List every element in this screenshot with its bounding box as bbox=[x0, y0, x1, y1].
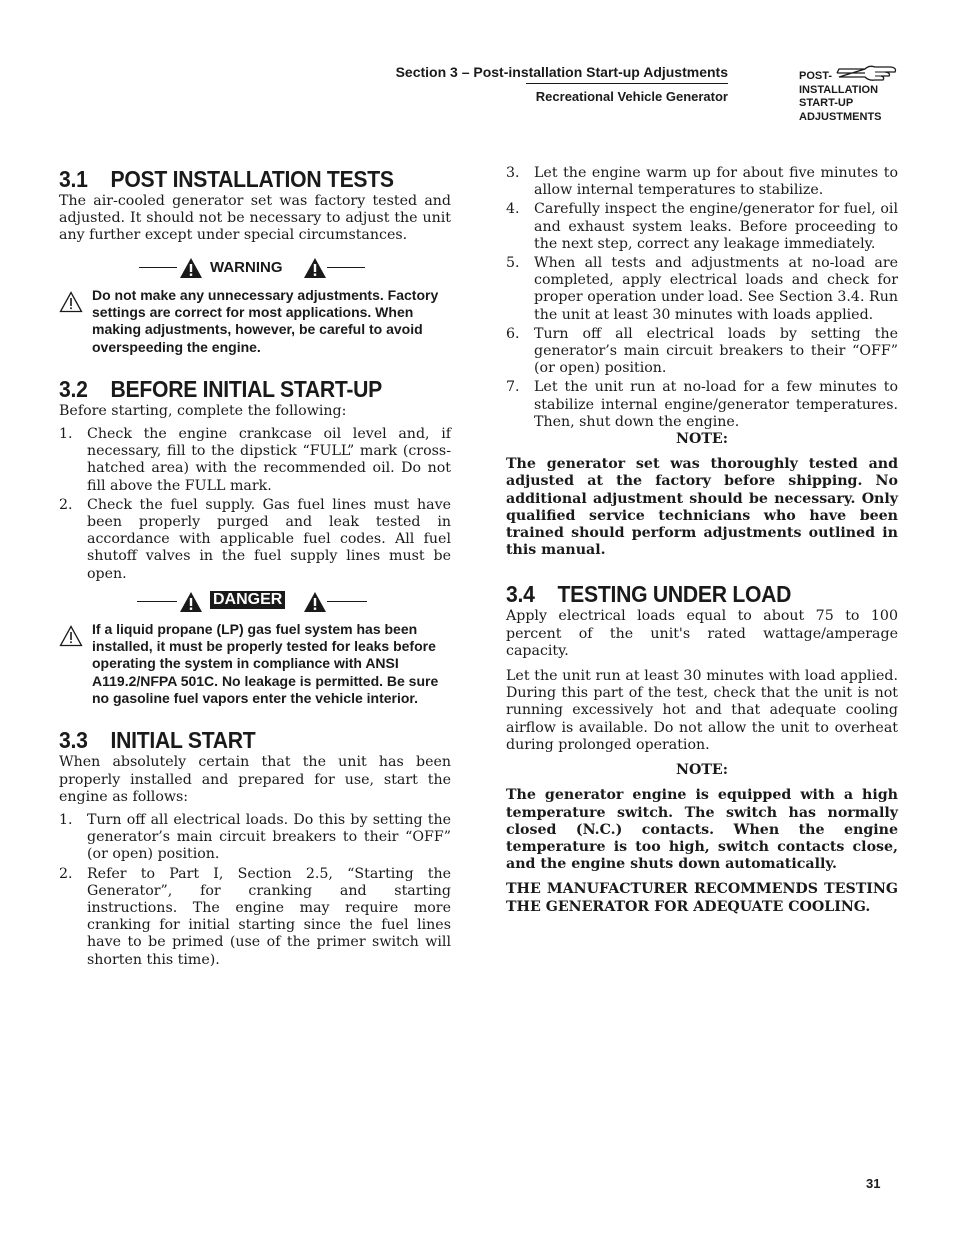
header-rule bbox=[526, 83, 728, 84]
caution-triangle-icon bbox=[59, 625, 83, 647]
danger-message: If a liquid propane (LP) gas fuel system has been installed, it must be properly tested for leaks before operating the system in compliance with ANSI A119.2/NFPA 501C. No leakage is permitted. Be sure no gasoline fuel vapors enter the vehicle interior. bbox=[59, 621, 451, 707]
warning-message: Do not make any unnecessary adjustments. Factory settings are correct for most applications. When making adjustments, however, be careful to avoid overspeeding the engine. bbox=[59, 287, 451, 356]
section-3-4-paragraph-1: Apply electrical loads equal to about 75 to 100 percent of the unit's rated wattage/amperage capacity. bbox=[506, 608, 898, 659]
list-item: 6. Turn off all electrical loads by setting the generator’s main circuit breakers to their “OFF” (or open) position. bbox=[506, 325, 898, 377]
caution-triangle-icon bbox=[59, 291, 83, 313]
note-text: The generator engine is equipped with a high temperature switch. The switch has normally closed (N.C.) contacts. When the engine temperature is too high, switch contacts close, and the engine shuts down automatically. bbox=[506, 787, 898, 873]
section-header-title: Section 3 – Post-installation Start-up Adjustments bbox=[395, 64, 728, 80]
warning-triangle-icon bbox=[179, 257, 203, 279]
note-label: NOTE: bbox=[676, 762, 728, 779]
pointing-hand-icon bbox=[835, 64, 899, 84]
section-3-4-paragraph-2: Let the unit run at least 30 minutes with load applied. During this part of the test, check that the unit is not running excessively hot and that adequate cooling airflow is available. Do not allow the unit to overheat during prolonged operation. bbox=[506, 668, 898, 753]
list-item: 5. When all tests and adjustments at no-load are completed, apply electrical loads and check for proper operation under load. See Section 3.4. Run the unit at least 30 minutes with loads applied. bbox=[506, 255, 898, 323]
tab-line-2: INSTALLATION bbox=[799, 83, 879, 96]
section-3-3-list-part2 bbox=[506, 165, 898, 431]
section-tab bbox=[799, 70, 909, 124]
list-item: 1. Turn off all electrical loads. Do this by setting the generator’s main circuit breakers to their “OFF” (or open) position. bbox=[59, 811, 451, 863]
warning-triangle-icon bbox=[303, 257, 327, 279]
section-3-2-intro: Before starting, complete the following: bbox=[59, 402, 347, 419]
list-item: 1. Check the engine crankcase oil level and, if necessary, fill to the dipstick “FULL” mark (cross-hatched area) with the recommended oil. Do not fill above the FULL mark. bbox=[59, 426, 451, 494]
tab-line-3: START-UP bbox=[799, 97, 854, 109]
section-3-2-list bbox=[59, 426, 451, 583]
section-heading-3-2: 3.2 BEFORE INITIAL START-UP bbox=[59, 375, 383, 402]
danger-label: DANGER bbox=[210, 591, 285, 609]
recommendation-text: THE MANUFACTURER RECOMMENDS TESTING THE GENERATOR FOR ADEQUATE COOLING. bbox=[506, 881, 898, 915]
right-column bbox=[506, 165, 898, 922]
section-3-1-body: The air-cooled generator set was factory tested and adjusted. It should not be necessary to adjust the unit any further except under special circumstances. bbox=[59, 193, 451, 244]
warning-label: WARNING bbox=[210, 258, 283, 276]
warning-triangle-icon bbox=[303, 591, 327, 613]
section-header-subtitle: Recreational Vehicle Generator bbox=[535, 89, 728, 104]
note-label: NOTE: bbox=[676, 431, 728, 448]
section-3-3-list-part1 bbox=[59, 812, 451, 969]
list-item: 4. Carefully inspect the engine/generator for fuel, oil and exhaust system leaks. Before proceeding to the next step, correct any leakage immediately. bbox=[506, 201, 898, 252]
warning-triangle-icon bbox=[179, 591, 203, 613]
tab-line-1: POST- bbox=[799, 70, 833, 82]
tab-line-4: ADJUSTMENTS bbox=[799, 110, 882, 123]
note-text: The generator set was thoroughly tested and adjusted at the factory before shipping. No additional adjustment should be necessary. Only qualified service technicians who have been trained should perform adjustments outlined in this manual. bbox=[506, 456, 898, 559]
list-item: 3. Let the engine warm up for about five minutes to allow internal temperatures to stabilize. bbox=[506, 165, 898, 199]
list-item: 2. Refer to Part I, Section 2.5, “Starting the Generator”, for cranking and starting instructions. The engine may require more cranking for initial starting since the fuel lines have to be primed (use of the primer switch will shorten this time). bbox=[59, 865, 451, 968]
section-heading-3-1: 3.1 POST INSTALLATION TESTS bbox=[59, 166, 394, 192]
section-heading-3-3: 3.3 INITIAL START bbox=[59, 727, 256, 754]
list-item: 2. Check the fuel supply. Gas fuel lines must have been properly purged and leak tested in accordance with applicable fuel codes. All fuel shutoff valves in the fuel supply lines must be open. bbox=[59, 496, 451, 582]
page-number: 31 bbox=[866, 1176, 881, 1191]
list-item: 7. Let the unit run at no-load for a few minutes to stabilize internal engine/generator temperatures. Then, shut down the engine. bbox=[506, 379, 898, 430]
left-column bbox=[59, 160, 451, 971]
warning-signal bbox=[59, 255, 451, 281]
danger-signal bbox=[59, 589, 451, 615]
section-3-3-intro: When absolutely certain that the unit has been properly installed and prepared for use, start the engine as follows: bbox=[59, 754, 451, 805]
section-heading-3-4: 3.4 TESTING UNDER LOAD bbox=[506, 581, 792, 608]
